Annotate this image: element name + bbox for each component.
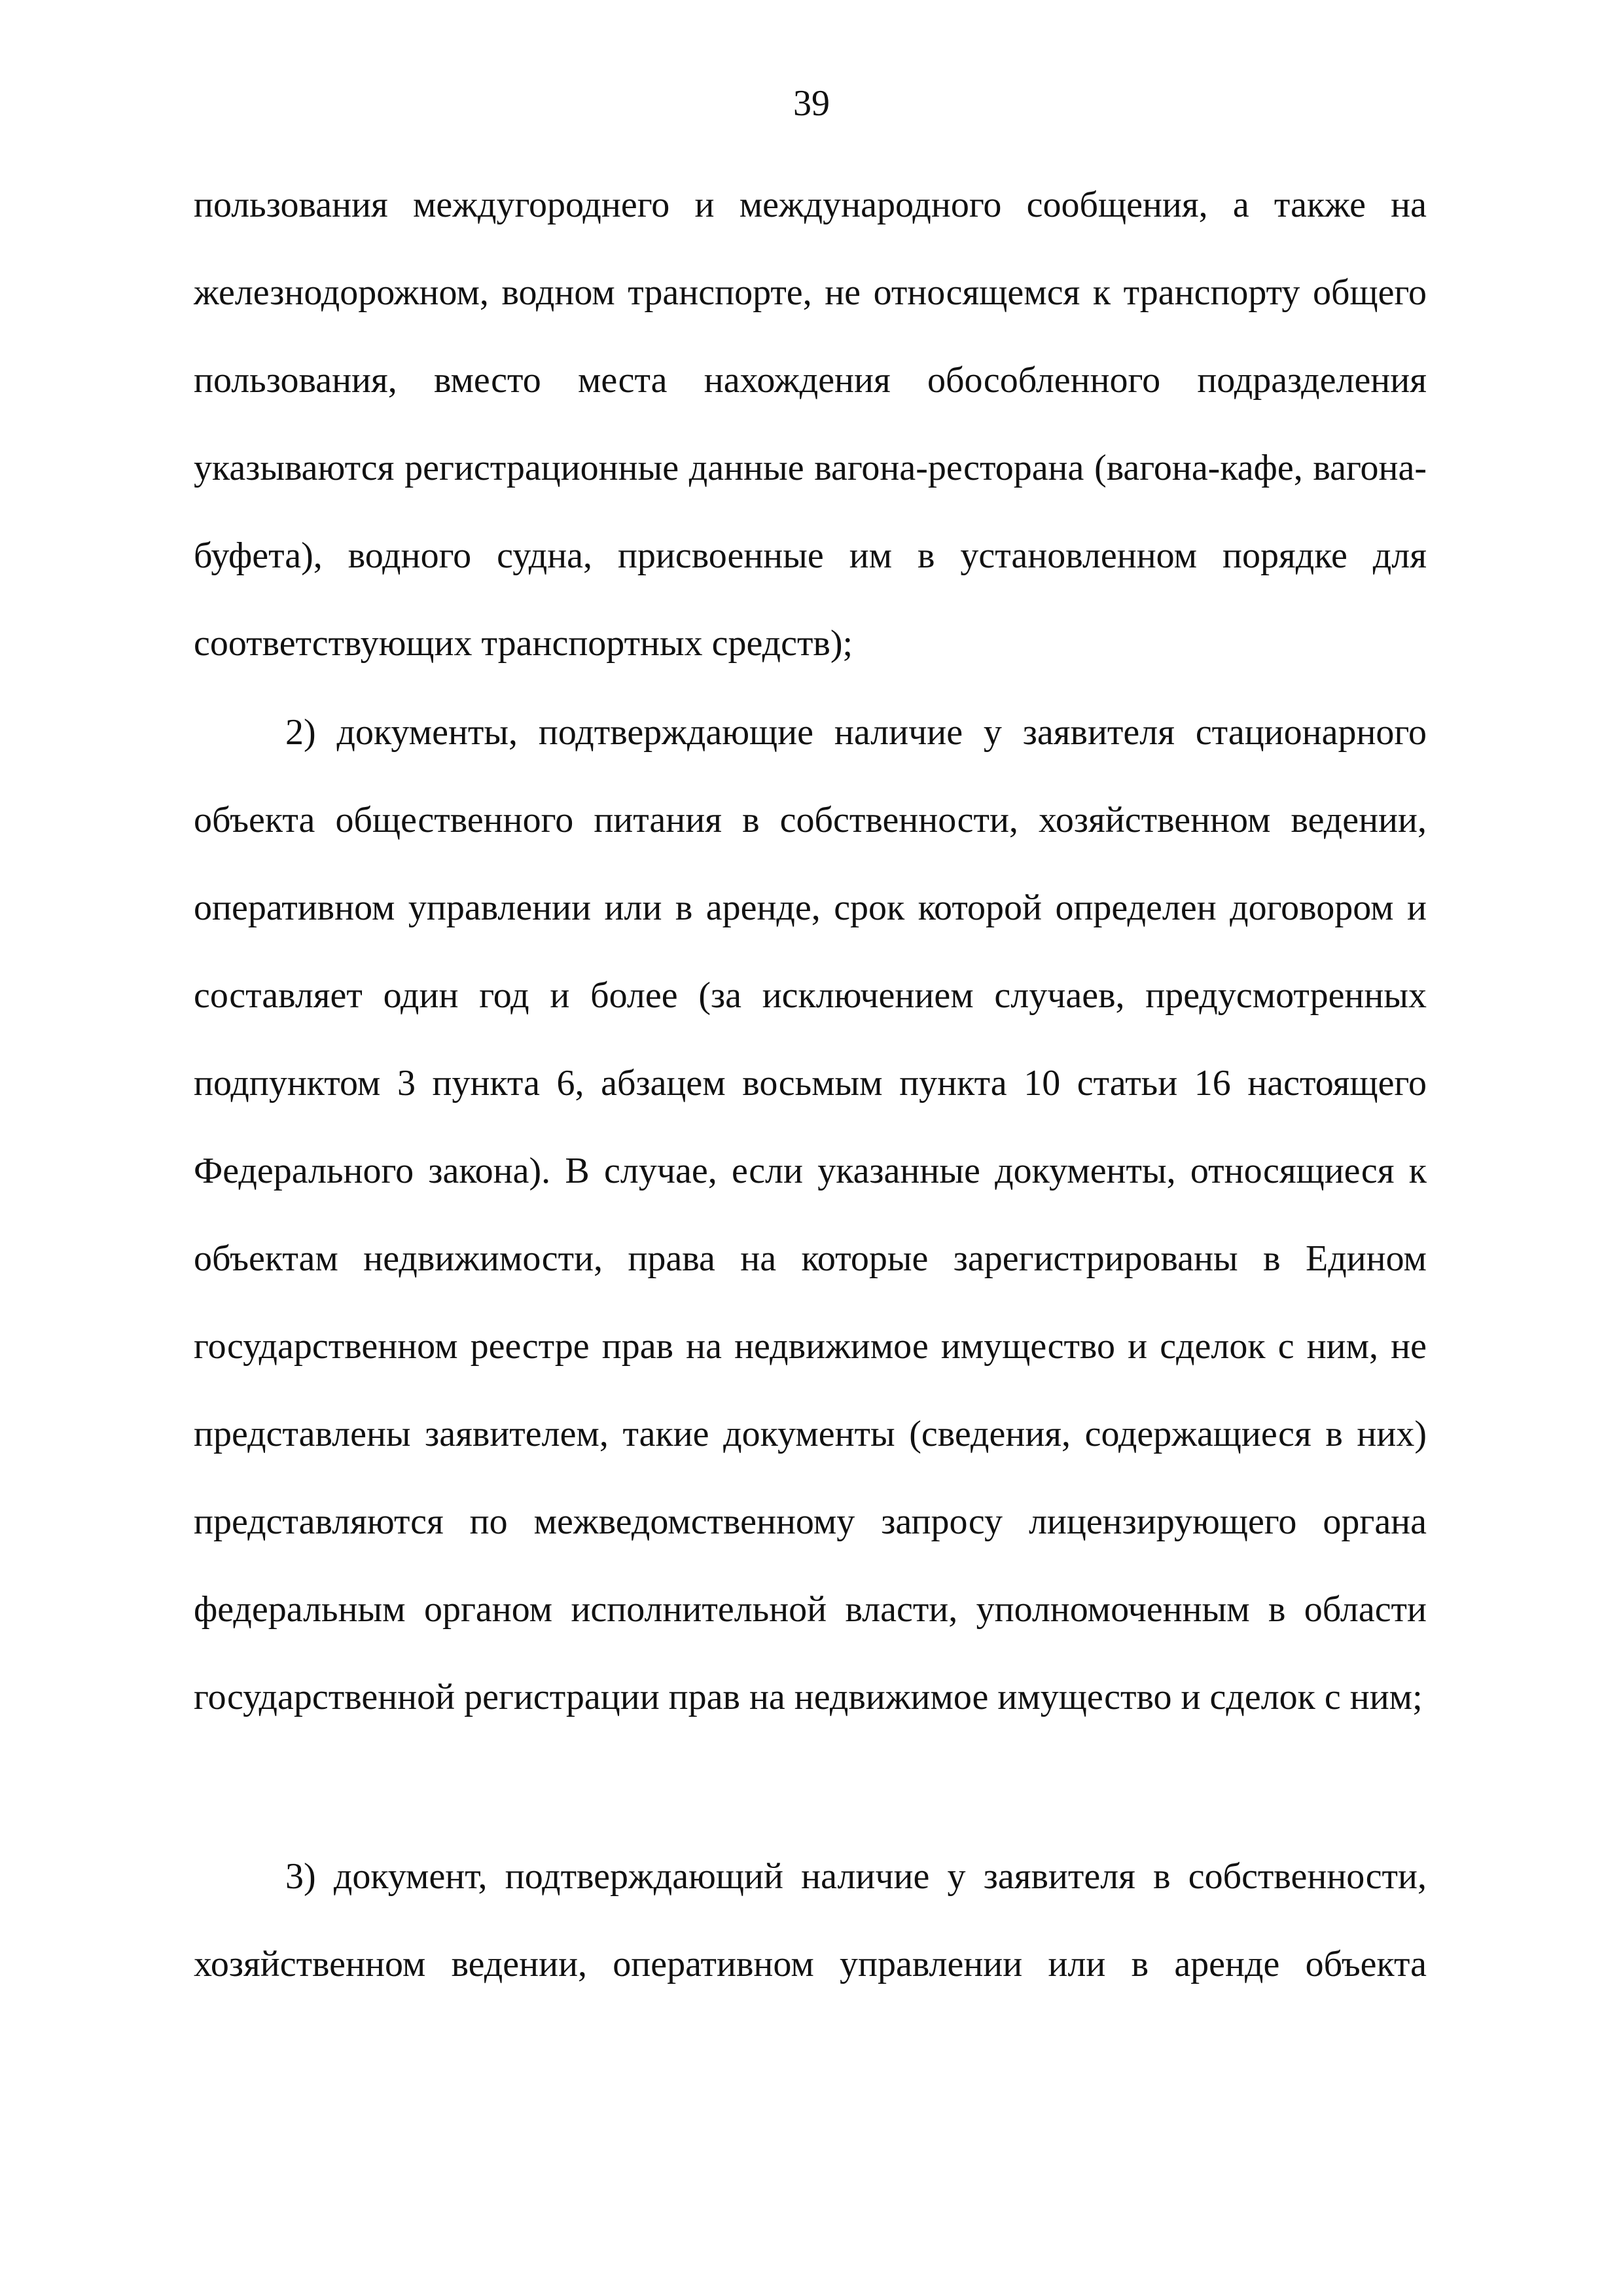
paragraph-item-3: 3) документ, подтверждающий наличие у заявителя в собственности, хозяйственном ведении, оперативном управлении или в аренде объекта — [194, 1856, 1427, 1984]
page-number: 39 — [793, 83, 830, 124]
paragraph-continuation: пользования междугороднего и международного сообщения, а также на железнодорожном, водном транспорте, не относящемся к транспорту общего пользования, вместо места нахождения обособленного подразделения указываются регистрационные данные вагона-ресторана (вагона-кафе, вагона-буфета), водного судна, присвоенные им в установленном порядке для соответствующих транспортных средств); — [194, 185, 1427, 664]
paragraph-item-2: 2) документы, подтверждающие наличие у заявителя стационарного объекта общественного питания в собственности, хозяйственном ведении, оперативном управлении или в аренде, срок которой определен договором и составляет один год и более (за исключением случаев, предусмотренных подпунктом 3 пункта 6, абзацем восьмым пункта 10 статьи 16 настоящего Федерального закона). В случае, если указанные документы, относящиеся к объектам недвижимости, права на которые зарегистрированы в Едином государственном реестре прав на недвижимое имущество и сделок с ним, не представлены заявителем, такие документы (сведения, содержащиеся в них) представляются по межведомственному запросу лицензирующего органа федеральным органом исполнительной власти, уполномоченным в области государственной регистрации прав на недвижимое имущество и сделок с ним; — [194, 712, 1427, 1717]
